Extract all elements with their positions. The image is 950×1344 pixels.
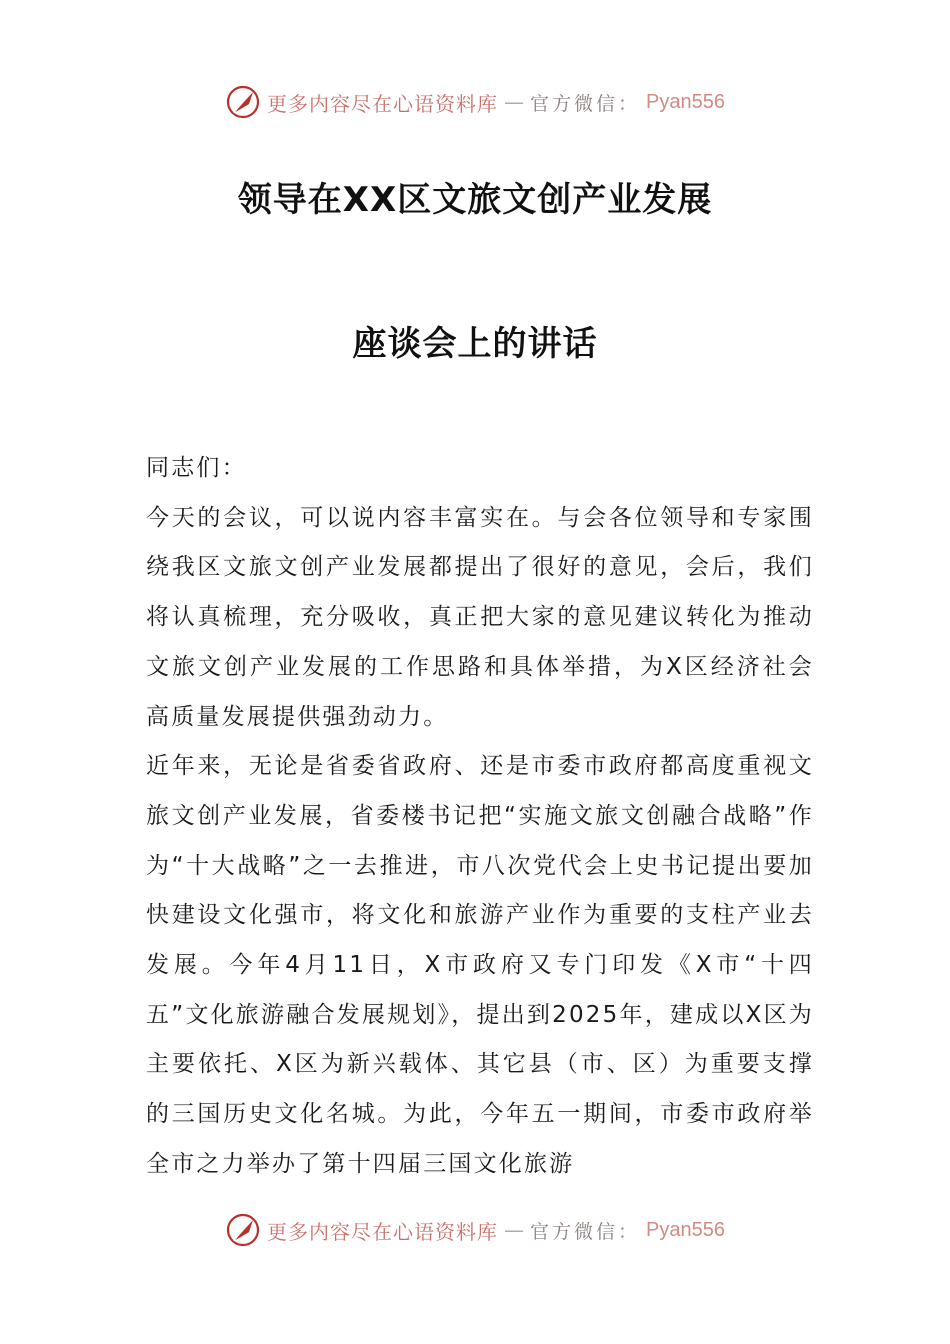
body-paragraph: 近年来，无论是省委省政府、还是市委市政府都高度重视文旅文创产业发展，省委楼书记把“实施文旅文创融合战略”作为“十大战略”之一去推进，市八次党代会上史书记提出要加快建设文化强市，将文化和旅游产业作为重要的支柱产业去发展。今年4月11日，X市政府又专门印发《X市“十四五”文化旅游融合发展规划》，提出到2025年，建成以X区为主要依托、X区为新兴载体、其它县（市、区）为重要支撑的三国历史文化名城。为此，今年五一期间，市委市政府举全市之力举办了第十四届三国文化旅游 xyxy=(146,753,814,1177)
document-body xyxy=(146,444,814,1190)
quill-logo-icon xyxy=(225,84,261,120)
document-title-line-2: 座谈会上的讲话 xyxy=(352,324,598,364)
footer-banner xyxy=(0,1208,950,1252)
quill-logo-icon xyxy=(225,1212,261,1248)
header-banner xyxy=(0,80,950,124)
wechat-label: 官方微信： xyxy=(530,92,641,115)
body-paragraph: 今天的会议，可以说内容丰富实在。与会各位领导和专家围绕我区文旅文创产业发展都提出了很好的意见，会后，我们将认真梳理，充分吸收，真正把大家的意见建议转化为推动文旅文创产业发展的工作思路和具体举措，为X区经济社会高质量发展提供强劲动力。 xyxy=(146,504,814,730)
separator-dash: — xyxy=(504,1218,524,1242)
separator-dash: — xyxy=(504,90,524,114)
document-title-line-1: 领导在XX区文旅文创产业发展 xyxy=(237,180,713,220)
wechat-id: Pyan556 xyxy=(646,1218,725,1241)
wechat-label: 官方微信： xyxy=(530,1220,641,1243)
brand-text: 更多内容尽在心语资料库 xyxy=(267,1219,498,1244)
brand-text: 更多内容尽在心语资料库 xyxy=(267,91,498,116)
greeting: 同志们： xyxy=(146,455,247,481)
wechat-id: Pyan556 xyxy=(646,90,725,113)
